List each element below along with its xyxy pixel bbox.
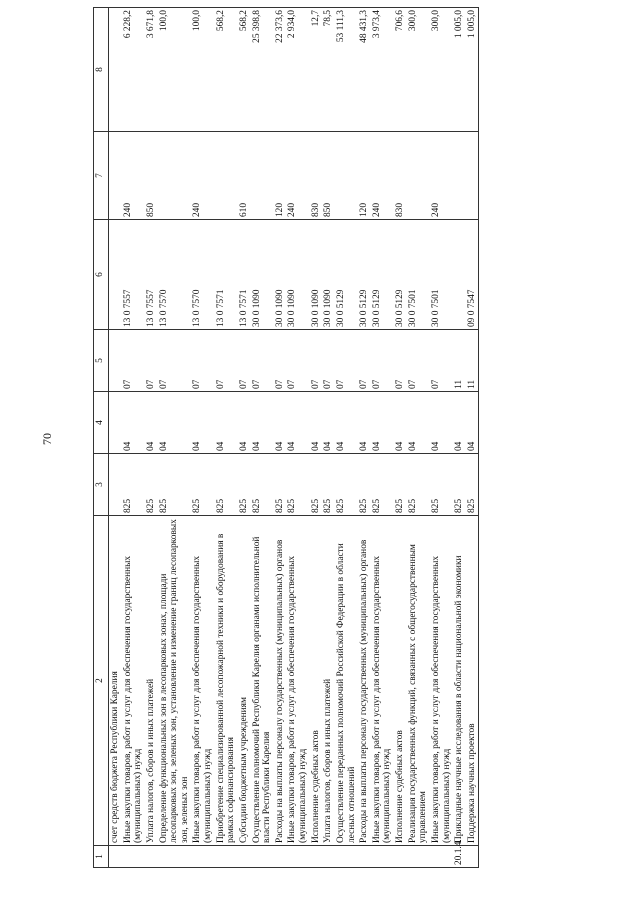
amount: 6 228,2 bbox=[122, 8, 145, 132]
row-name: Исполнение судебных актов bbox=[394, 516, 407, 846]
amount: 1 005,0 bbox=[453, 8, 466, 132]
expense-type-code: 830 bbox=[394, 132, 407, 220]
row-number bbox=[371, 846, 394, 868]
subsection-code: 07 bbox=[310, 330, 323, 392]
column-header: 2 bbox=[94, 516, 109, 846]
ministry-code: 825 bbox=[358, 454, 371, 516]
table-row bbox=[407, 8, 430, 868]
table-body bbox=[109, 8, 479, 868]
subsection-code: 07 bbox=[145, 330, 158, 392]
expense-type-code: 610 bbox=[238, 132, 251, 220]
target-article-code: 30 0 1090 bbox=[274, 220, 287, 330]
table-row bbox=[274, 8, 287, 868]
section-code: 04 bbox=[274, 392, 287, 454]
expense-type-code bbox=[453, 132, 466, 220]
amount: 2 934,0 bbox=[286, 8, 309, 132]
expense-type-code: 240 bbox=[286, 132, 309, 220]
expense-type-code bbox=[251, 132, 274, 220]
row-name: Уплата налогов, сборов и иных платежей bbox=[322, 516, 335, 846]
row-number bbox=[191, 846, 214, 868]
table-row bbox=[158, 8, 192, 868]
ministry-code: 825 bbox=[371, 454, 394, 516]
amount: 100,0 bbox=[191, 8, 214, 132]
section-code: 04 bbox=[430, 392, 453, 454]
target-article-code bbox=[453, 220, 466, 330]
section-code: 04 bbox=[238, 392, 251, 454]
section-code bbox=[109, 392, 122, 454]
expense-type-code bbox=[215, 132, 238, 220]
row-name: Субсидии бюджетным учреждениям bbox=[238, 516, 251, 846]
target-article-code: 13 0 7557 bbox=[122, 220, 145, 330]
subsection-code: 07 bbox=[215, 330, 238, 392]
target-article-code: 30 0 1090 bbox=[322, 220, 335, 330]
expense-type-code: 240 bbox=[191, 132, 214, 220]
ministry-code: 825 bbox=[215, 454, 238, 516]
subsection-code: 11 bbox=[453, 330, 466, 392]
row-name: Осуществление переданных полномочий Российской Федерации в области лесных отношений bbox=[335, 516, 358, 846]
table-row bbox=[430, 8, 453, 868]
row-name: Осуществление полномочий Республики Карелия органами исполнительной власти Республики Карелия bbox=[251, 516, 274, 846]
row-number bbox=[286, 846, 309, 868]
row-name: Иные закупки товаров, работ и услуг для обеспечения государственных (муниципальных) нужд bbox=[286, 516, 309, 846]
row-number: 20.1.4. bbox=[453, 846, 466, 868]
expense-type-code: 850 bbox=[322, 132, 335, 220]
subsection-code: 07 bbox=[251, 330, 274, 392]
amount bbox=[109, 8, 122, 132]
subsection-code: 07 bbox=[335, 330, 358, 392]
amount: 12,7 bbox=[310, 8, 323, 132]
row-number bbox=[238, 846, 251, 868]
column-header: 6 bbox=[94, 220, 109, 330]
table-row bbox=[466, 8, 479, 868]
ministry-code: 825 bbox=[158, 454, 192, 516]
row-number bbox=[122, 846, 145, 868]
row-number bbox=[466, 846, 479, 868]
expense-type-code: 240 bbox=[122, 132, 145, 220]
ministry-code: 825 bbox=[122, 454, 145, 516]
ministry-code: 825 bbox=[238, 454, 251, 516]
ministry-code bbox=[109, 454, 122, 516]
row-number bbox=[145, 846, 158, 868]
table-row bbox=[251, 8, 274, 868]
row-name: Определение функциональных зон в лесопарковых зонах, площади лесопарковых зон, зеленых зон, установление и изменение границ лесопарковых зон, зеленых зон bbox=[158, 516, 192, 846]
expense-type-code: 830 bbox=[310, 132, 323, 220]
row-number bbox=[335, 846, 358, 868]
expense-type-code: 120 bbox=[274, 132, 287, 220]
table-row bbox=[453, 8, 466, 868]
column-header: 4 bbox=[94, 392, 109, 454]
section-code: 04 bbox=[145, 392, 158, 454]
ministry-code: 825 bbox=[145, 454, 158, 516]
expense-type-code: 240 bbox=[430, 132, 453, 220]
row-name: Расходы на выплаты персоналу государственных (муниципальных) органов bbox=[274, 516, 287, 846]
table-row bbox=[215, 8, 238, 868]
row-number bbox=[322, 846, 335, 868]
row-name: Реализация государственных функций, связанных с общегосударственным управлением bbox=[407, 516, 430, 846]
ministry-code: 825 bbox=[466, 454, 479, 516]
row-name: Уплата налогов, сборов и иных платежей bbox=[145, 516, 158, 846]
subsection-code: 07 bbox=[322, 330, 335, 392]
section-code: 04 bbox=[322, 392, 335, 454]
subsection-code: 11 bbox=[466, 330, 479, 392]
subsection-code: 07 bbox=[286, 330, 309, 392]
amount: 48 431,3 bbox=[358, 8, 371, 132]
row-name: Иные закупки товаров, работ и услуг для обеспечения государственных (муниципальных) нужд bbox=[191, 516, 214, 846]
row-name: Иные закупки товаров, работ и услуг для обеспечения государственных (муниципальных) нужд bbox=[371, 516, 394, 846]
target-article-code: 13 0 7571 bbox=[238, 220, 251, 330]
section-code: 04 bbox=[335, 392, 358, 454]
row-name: Поддержка научных проектов bbox=[466, 516, 479, 846]
column-header: 7 bbox=[94, 132, 109, 220]
ministry-code: 825 bbox=[191, 454, 214, 516]
table-row bbox=[394, 8, 407, 868]
table-row bbox=[109, 8, 122, 868]
section-code: 04 bbox=[453, 392, 466, 454]
table-row bbox=[358, 8, 371, 868]
subsection-code: 07 bbox=[407, 330, 430, 392]
subsection-code: 07 bbox=[191, 330, 214, 392]
row-name: Приобретение специализированной лесопожарной техники и оборудования в рамках софинансирования bbox=[215, 516, 238, 846]
column-header: 8 bbox=[94, 8, 109, 132]
table-row bbox=[238, 8, 251, 868]
amount: 3 671,8 bbox=[145, 8, 158, 132]
target-article-code: 13 0 7571 bbox=[215, 220, 238, 330]
table-header-row bbox=[94, 8, 109, 868]
row-number bbox=[310, 846, 323, 868]
expense-type-code: 240 bbox=[371, 132, 394, 220]
target-article-code: 13 0 7557 bbox=[145, 220, 158, 330]
amount: 1 005,0 bbox=[466, 8, 479, 132]
row-number bbox=[274, 846, 287, 868]
column-header: 1 bbox=[94, 846, 109, 868]
expense-type-code: 120 bbox=[358, 132, 371, 220]
ministry-code: 825 bbox=[453, 454, 466, 516]
expense-type-code bbox=[158, 132, 192, 220]
table-row bbox=[322, 8, 335, 868]
section-code: 04 bbox=[215, 392, 238, 454]
ministry-code: 825 bbox=[251, 454, 274, 516]
amount: 100,0 bbox=[158, 8, 192, 132]
subsection-code bbox=[109, 330, 122, 392]
amount: 300,0 bbox=[430, 8, 453, 132]
row-name: Иные закупки товаров, работ и услуг для обеспечения государственных (муниципальных) нужд bbox=[430, 516, 453, 846]
section-code: 04 bbox=[158, 392, 192, 454]
target-article-code: 30 0 5129 bbox=[335, 220, 358, 330]
row-number bbox=[430, 846, 453, 868]
subsection-code: 07 bbox=[430, 330, 453, 392]
table-row bbox=[286, 8, 309, 868]
column-header: 3 bbox=[94, 454, 109, 516]
table-row bbox=[145, 8, 158, 868]
ministry-code: 825 bbox=[335, 454, 358, 516]
row-name: Расходы на выплаты персоналу государственных (муниципальных) органов bbox=[358, 516, 371, 846]
target-article-code bbox=[109, 220, 122, 330]
target-article-code: 13 0 7570 bbox=[191, 220, 214, 330]
section-code: 04 bbox=[466, 392, 479, 454]
section-code: 04 bbox=[191, 392, 214, 454]
row-name: Иные закупки товаров, работ и услуг для обеспечения государственных (муниципальных) нужд bbox=[122, 516, 145, 846]
budget-table bbox=[93, 7, 479, 868]
section-code: 04 bbox=[394, 392, 407, 454]
row-name: счет средств бюджета Республики Карелия bbox=[109, 516, 122, 846]
table-row bbox=[371, 8, 394, 868]
subsection-code: 07 bbox=[394, 330, 407, 392]
section-code: 04 bbox=[122, 392, 145, 454]
expense-type-code bbox=[335, 132, 358, 220]
column-header: 5 bbox=[94, 330, 109, 392]
target-article-code: 30 0 7501 bbox=[430, 220, 453, 330]
amount: 53 111,3 bbox=[335, 8, 358, 132]
section-code: 04 bbox=[358, 392, 371, 454]
expense-type-code bbox=[407, 132, 430, 220]
subsection-code: 07 bbox=[158, 330, 192, 392]
ministry-code: 825 bbox=[322, 454, 335, 516]
ministry-code: 825 bbox=[310, 454, 323, 516]
amount: 568,2 bbox=[215, 8, 238, 132]
target-article-code: 30 0 1090 bbox=[251, 220, 274, 330]
row-number bbox=[358, 846, 371, 868]
target-article-code: 09 0 7547 bbox=[466, 220, 479, 330]
ministry-code: 825 bbox=[286, 454, 309, 516]
amount: 25 398,8 bbox=[251, 8, 274, 132]
table-row bbox=[310, 8, 323, 868]
amount: 706,6 bbox=[394, 8, 407, 132]
subsection-code: 07 bbox=[274, 330, 287, 392]
ministry-code: 825 bbox=[430, 454, 453, 516]
subsection-code: 07 bbox=[371, 330, 394, 392]
target-article-code: 30 0 5129 bbox=[394, 220, 407, 330]
amount: 22 373,6 bbox=[274, 8, 287, 132]
section-code: 04 bbox=[310, 392, 323, 454]
section-code: 04 bbox=[286, 392, 309, 454]
expense-type-code: 850 bbox=[145, 132, 158, 220]
target-article-code: 30 0 1090 bbox=[310, 220, 323, 330]
rotated-table-container bbox=[93, 8, 573, 868]
row-number bbox=[394, 846, 407, 868]
ministry-code: 825 bbox=[407, 454, 430, 516]
ministry-code: 825 bbox=[274, 454, 287, 516]
row-number bbox=[251, 846, 274, 868]
table-row bbox=[122, 8, 145, 868]
section-code: 04 bbox=[371, 392, 394, 454]
page-number: 70 bbox=[40, 433, 54, 445]
target-article-code: 30 0 5129 bbox=[358, 220, 371, 330]
amount: 3 973,4 bbox=[371, 8, 394, 132]
section-code: 04 bbox=[251, 392, 274, 454]
table-row bbox=[335, 8, 358, 868]
amount: 78,5 bbox=[322, 8, 335, 132]
row-number bbox=[215, 846, 238, 868]
amount: 300,0 bbox=[407, 8, 430, 132]
row-name: Прикладные научные исследования в области национальной экономики bbox=[453, 516, 466, 846]
row-number bbox=[158, 846, 192, 868]
subsection-code: 07 bbox=[238, 330, 251, 392]
target-article-code: 30 0 1090 bbox=[286, 220, 309, 330]
subsection-code: 07 bbox=[122, 330, 145, 392]
target-article-code: 30 0 5129 bbox=[371, 220, 394, 330]
ministry-code: 825 bbox=[394, 454, 407, 516]
expense-type-code bbox=[466, 132, 479, 220]
expense-type-code bbox=[109, 132, 122, 220]
row-name: Исполнение судебных актов bbox=[310, 516, 323, 846]
row-number bbox=[407, 846, 430, 868]
section-code: 04 bbox=[407, 392, 430, 454]
table-row bbox=[191, 8, 214, 868]
row-number bbox=[109, 846, 122, 868]
subsection-code: 07 bbox=[358, 330, 371, 392]
target-article-code: 13 0 7570 bbox=[158, 220, 192, 330]
target-article-code: 30 0 7501 bbox=[407, 220, 430, 330]
amount: 568,2 bbox=[238, 8, 251, 132]
